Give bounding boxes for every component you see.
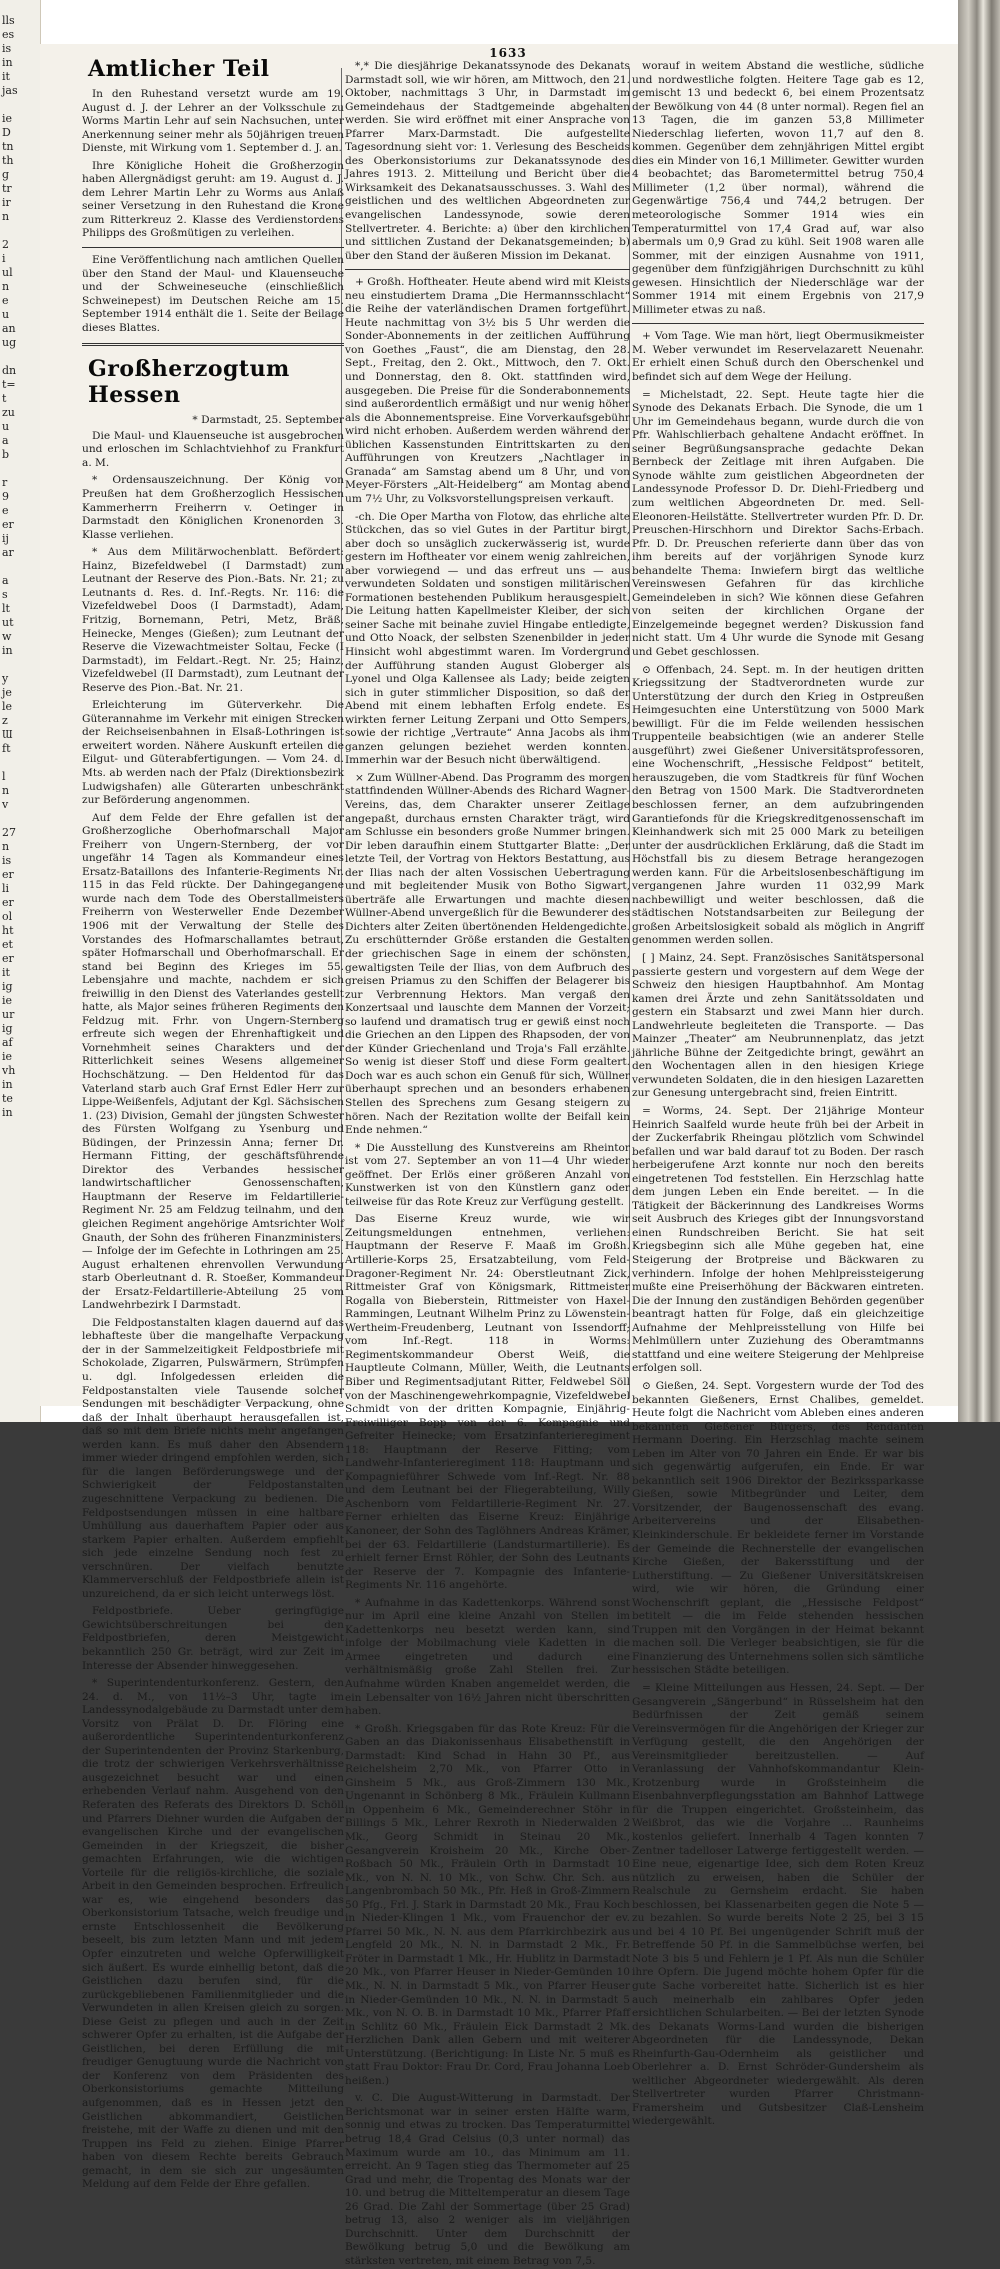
article-superintendenturkonferenz: * Superintendenturkonferenz. Gestern, den 24. d. M., von 11½–3 Uhr, tagte im Landessynodalgebäude zu Darmstadt unter dem Vorsitz von Prälat D. Dr. Flöring eine außerordentliche Superintendenturkonferenz der Superintendenten der Provinz Starkenburg, die trotz der schwierigen Verkehrsverhältnisse ausgezeichnet besucht war und einen erhebenden Verlauf nahm. Ausgehend von den Referaten des Referats des Direktors D. Schöll und Pfarrers Diehner wurden die Aufgaben der evangelischen Kirche und der evangelischen Gemeinden in der Kriegszeit, die bisher gemachten Erfahrungen, wie die wichtigen Vorteile für die religiös-kirchliche, die soziale Arbeit in den Gemeinden besprochen. Erfreulich war es, wie eingehend besonders das Oberkonsistorium Tatsache, welch freudige und ernste Entschlossenheit die Bevölkerung beseelt, bis zum letzten Mann und mit jedem Opfer einzutreten und welche Opferwilligkeit sich äußert. Es wurde einhellig betont, daß die Geistlichen dazu berufen sind, für die zurückgebliebenen Familienmitglieder und die Verwundeten in allen Kreisen gleich zu sorgen. Diese Geist zu pflegen und auch in der Zeit schwerer Opfer zu erhalten, ist die Aufgabe der Geistlichen, bei deren Erfüllung die mit freudiger Genugtuung wurde die Nachricht von der Konferenz von dem Präsidenten des Oberkonsistoriums gemachte Mitteilung aufgenommen, daß es in Hessen jetzt den Geistlichen abkommandiert, Geistlichen freistehe, mit der Waffe zu dienen und mit den Truppen ins Feld zu ziehen. Einige Pfarrer haben von diesem Rechte bereits Gebrauch gemacht, in dem sie sich zur ungesäumten Meldung auf dem Felde der Ehre gefallen. bbox=[82, 1677, 344, 2191]
article-gueterverkehr: Erleichterung im Güterverkehr. Die Güterannahme im Verkehr mit einigen Strecken der Reichseisenbahnen in Elsaß-Lothringen ist erweitert worden. Nähere Auskunft erteilen die Eilgut- und Güterabfertigungen. — Vom 24. d. Mts. ab werden nach der Pfalz (Direktionsbezirk Ludwigshafen) alle Güterarten unbeschränkt zur Beförderung angenommen. bbox=[82, 699, 344, 807]
adjacent-page-fragment: ig bbox=[2, 980, 13, 993]
adjacent-page-fragment: le bbox=[2, 700, 13, 713]
adjacent-page-fragment: n bbox=[2, 784, 10, 797]
article-kadettenkorps: * Aufnahme in das Kadettenkorps. Während sonst nur im April eine kleine Anzahl von Stellen im Kadettenkorps neu besetzt werden kann, sind infolge der Mobilmachung viele Kadetten in die Armee eingetreten und dadurch eine verhältnismäßig große Zahl Stellen frei. Zur Aufnahme würden Knaben angemeldet werden, die ein Lebensalter von 16½ Jahren nicht überschritten haben. bbox=[345, 1596, 630, 1718]
article-kleine-mitteilungen: = Kleine Mitteilungen aus Hessen, 24. Sept. — Der Gesangverein „Sängerbund“ in Rüsselsheim hat den Bedürfnissen der Zeit gemäß seinem Vereinsvermögen für die Angehörigen der Krieger zur Verfügung gestellt, die den Angehörigen der Vereinsmitglieder bereitzustellen. — Auf Veranlassung der Vahnhofskommandantur Klein-Krotzenburg wurde in Großsteinheim die Eisenbahnverpflegungsstation am Bahnhof Lattwege für die Truppen eingerichtet. Großsteinheim, das Weißbrot, das wie die Vorjahre ... Raunheims kostenlos geliefert. Innerhalb 4 Tagen konnten 7 Zentner tadelloser Latwerge fertiggestellt werden. — Eine neue, eigenartige Idee, sich dem Roten Kreuz nützlich zu erweisen, haben die Schüler der Realschule zu Gernsheim erdacht. Sie haben beschlossen, bei Klassenarbeiten gegen die Note 5 — zu bezahlen. So wurde bereits Note 2 25, bei 3 15 und bei 4 10 Pf. Bei ungenügender Schrift muß der Betreffende 50 Pf. in die Sammelbüchse werfen, bei Note 3 bis 5 und Fehlern je 1 Pf. Als nun die Schüler ihre Opfern. Die Jugend möchte hohem Opfer für die gute Sache vorbereitet hatte. Sicherlich ist es hier auch meinerhalb ein zahlbares Opfer jeden ersichtlichen Schularbeiten. — Bei der letzten Synode des Dekanats Worms-Land wurden die bisherigen Abgeordneten für die Landessynode, Dekan Rheinfurth-Gau-Odernheim als geistlicher und Oberlehrer a. D. Ernst Schröder-Gundersheim als weltlicher Abgeordneter wiedergewählt. Als deren Stellvertreter wurden Pfarrer Christmann-Framersheim und Gutsbesitzer Claß-Lensheim wiedergewählt. bbox=[632, 1681, 924, 2128]
article-ordensauszeichnung: * Ordensauszeichnung. Der König von Preußen hat dem Großherzoglich Hessischen Kammerherrn Freiherrn v. Oetinger in Darmstadt den Königlichen Kronenorden 3. Klasse verliehen. bbox=[82, 474, 344, 541]
adjacent-page-fragment: 2 bbox=[2, 238, 9, 251]
adjacent-page-fragment: ol bbox=[2, 910, 13, 923]
adjacent-page-fragment bbox=[0, 224, 40, 238]
adjacent-page-fragment: v bbox=[2, 798, 9, 811]
adjacent-page-fragment: a bbox=[2, 574, 9, 587]
adjacent-page-fragment: lls bbox=[2, 14, 15, 27]
article-august-witterung: v. C. Die August-Witterung in Darmstadt. Der Berichtsmonat war in seiner ersten Hälfte warm, sonnig und etwas zu trocken. Das Temperaturmittel betrug 18,4 Grad Celsius (0,3 unter normal) das Maximum wurde am 10., das Minimum am 11. erreicht. An 9 Tagen stieg das Thermometer auf 25 Grad und mehr, die Tropentag des Monats war der 10. und betrug die Mitteltemperatur an diesem Tage 26 Grad. Die Zahl der Sommertage (über 25 Grad) betrug 13, also 2 weniger als im vieljährigen Durchschnitt. Unter dem Durchschnitt der Bewölkung betrug 5,0 und die Bewölkung am stärksten vertreten, mit einem Betrag von 7,5. bbox=[345, 2092, 630, 2267]
adjacent-page-fragment: tr bbox=[2, 182, 12, 195]
dateline: * Darmstadt, 25. September bbox=[192, 414, 344, 427]
article-ruhestand: In den Ruhestand versetzt wurde am 19. August d. J. der Lehrer an der Volksschule zu Worms Martin Lehr auf sein Nachsuchen, unter Anerkennung seiner mehr als 50jährigen treuen Dienste, mit Wirkung vom 1. September d. J. an. bbox=[82, 88, 344, 155]
article-mainz: [ ] Mainz, 24. Sept. Französisches Sanitätspersonal passierte gestern und vorgestern auf dem Wege der Schweiz den hiesigen Hauptbahnhof. Am Montag kamen drei Ärzte und zehn Sanitätssoldaten und gestern ein Stabsarzt und zwei Mann hier durch. Landwehrleute begleiteten die Transporte. — Das Mainzer „Theater“ am Neubrunnenplatz, das jetzt jährliche Bühne der Zeitgedichte bringt, gewährt an den Wochentagen allen in den hiesigen Kriege verwundeten Soldaten, die in den hiesigen Lazaretten zur Genesung untergebracht sind, freien Eintritt. bbox=[632, 952, 924, 1100]
divider bbox=[82, 343, 344, 346]
article-kunstverein: * Die Ausstellung des Kunstvereins am Rheintor ist vom 27. September an von 11—4 Uhr wieder geöffnet. Der Erlös einer größeren Anzahl von Kunstwerken ist von den Künstlern ganz oder teilweise für das Rote Kreuz zur Verfügung gestellt. bbox=[345, 1141, 630, 1208]
adjacent-page-fragment: e bbox=[2, 294, 9, 307]
adjacent-page-fragment: zu bbox=[2, 406, 15, 419]
adjacent-page-fragment: s bbox=[2, 588, 8, 601]
column-1 bbox=[82, 46, 344, 2191]
adjacent-page-fragment: et bbox=[2, 938, 13, 951]
adjacent-page-fragment: te bbox=[2, 1092, 13, 1105]
divider bbox=[632, 323, 924, 324]
adjacent-page-fragment: jas bbox=[2, 84, 18, 97]
adjacent-page-fragment: er bbox=[2, 518, 14, 531]
adjacent-page-fragment: lt bbox=[2, 602, 10, 615]
article-ritterkreuz: Ihre Königliche Hoheit die Großherzogin haben Allergnädigst geruht: am 19. August d. J. dem Lehrer Martin Lehr zu Worms aus Anlaß seiner Versetzung in den Ruhestand die Krone zum Ritterkreuz 2. Klasse des Verdienstordens Philipps des Großmütigen zu verleihen. bbox=[82, 159, 344, 240]
article-giessen: ⊙ Gießen, 24. Sept. Vorgestern wurde der Tod des bekannten Gießeners, Ernst Chalibes, gemeldet. Heute folgt die Nachricht vom Ableben eines anderen bekannten Gießener Bürgers, des Rendanten Hermann Doering. Ein Herzschlag machte seinem Leben im Alter von 70 Jahren ein Ende. Er war bis sich gegenwärtig aufgerufen, ein Ende. Er war bekanntlich seit 1906 Direktor der Bezirkssparkasse Gießen, sowie Mitbegründer und Leiter, dem Vorsitzender, der Baugenossenschaft des evang. Arbeitervereins und der Elisabethen-Kleinkinderschule. Er bekleidete ferner im Vorstande der Gemeinde die Rechnerstelle der evangelischen Kirche Gießen, der Bakersstiftung und der Lutherstiftung. — Zu Gießener Universitätskreisen wird, wie wir hören, die Gründung einer Wochenschrift geplant, die „Hessische Feldpost“ betitelt — die im Felde stehenden hessischen Truppen mit den Vorgängen in der Heimat bekannt machen soll. Die Verleger beabsichtigen, sie für die Finanzierung des Unternehmens sollen sich sämtliche hessischen Städte beteiligen. bbox=[632, 1379, 924, 1677]
article-eisernes-kreuz: Das Eiserne Kreuz wurde, wie wir Zeitungsmeldungen entnehmen, verliehen: Hauptmann der Reserve F. Maaß im Großh. Artillerie-Korps 25, Ersatzabteilung, vom Feld-Dragoner-Regiment Nr. 24: Oberstleutnant Zick, Rittmeister Graf von Königsmark, Rittmeister Rogalla von Bieberstein, Rittmeister von Haxel-Rammingen, Leutnant Wilhelm Prinz zu Löwenstein-Wertheim-Freudenberg, Leutnant von Issendorff; vom Inf.-Regt. 118 in Worms: Regimentskommandeur Oberst Weiß, die Hauptleute Colmann, Müller, Weith, die Leutnants Biber und Regimentsadjutant Ritter, Feldwebel Söll von der Maschinengewehrkompagnie, Vizefeldwebel Schmidt von der dritten Kompagnie, Einjährig-Freiwilliger Bopp von der 6. Kompagnie und Gefreiter Heinecke; vom Ersatzinfanterieregiment 118: Hauptmann der Reserve Fitting; vom Landwehr-Infanterieregiment 118: Hauptmann und Kompagnieführer Schwede vom Inf.-Regt. Nr. 88 und dem Leutnant bei der Fliegerabteilung, Willy Aschenborn vom Feldartillerie-Regiment Nr. 27. Ferner erhielten das Eiserne Kreuz: Einjährige Kanoneer, der Sohn des Taglöhners Andreas Krämer, bei der 63. Feldartillerie (Landsturmartillerie). Es erhielt ferner Ernst Röhler, der Sohn des Leutnants der Reserve der 7. Kompagnie des Infanterie-Regiments Nr. 116 angehörte. bbox=[345, 1213, 630, 1592]
adjacent-page-fragment: ie bbox=[2, 994, 13, 1007]
adjacent-page-fragment: es bbox=[2, 28, 15, 41]
adjacent-page-fragment: ij bbox=[2, 532, 9, 545]
page-number: 1633 bbox=[489, 46, 527, 60]
adjacent-page-fragment: n bbox=[2, 210, 10, 223]
adjacent-page-fragment: ie bbox=[2, 1050, 13, 1063]
adjacent-page-fragment: er bbox=[2, 896, 14, 909]
heading-grossherzogtum-hessen: Großherzogtum Hessen bbox=[88, 356, 290, 409]
adjacent-page-fragment: l bbox=[2, 770, 6, 783]
notice-maul-klauenseuche: Eine Veröffentlichung nach amtlichen Quellen über den Stand der Maul- und Klauenseuche und der Schweineseuche (einschließlich Schweinepest) im Deutschen Reiche am 15. September 1914 enthält die 1. Seite der Beilage dieses Blattes. bbox=[82, 254, 344, 334]
adjacent-page-fragment bbox=[0, 462, 40, 476]
adjacent-page-fragment: Ɯ bbox=[2, 728, 13, 741]
adjacent-page-fragment: li bbox=[2, 882, 10, 895]
adjacent-page-fragment bbox=[0, 0, 40, 14]
adjacent-page-fragment: ir bbox=[2, 196, 11, 209]
article-seuche: Die Maul- und Klauenseuche ist ausgebrochen und erloschen im Schlachtviehhof zu Frankfurt a. M. bbox=[82, 429, 344, 469]
adjacent-page-fragment: er bbox=[2, 952, 14, 965]
adjacent-page-fragment bbox=[0, 98, 40, 112]
article-feldpostanstalten: Die Feldpostanstalten klagen dauernd auf das lebhafteste über die mangelhafte Verpackung der in der Sammelzeitigkeit Feldpostbriefe mit Schokolade, Zigarren, Pulswärmern, Strümpfen u. dgl. Infolgedessen erleiden die Feldpostanstalten viele Tausende solcher Sendungen mit beschädigter Verpackung, ohne daß der Inhalt überhaupt herausgefallen ist, daß so mit dem Briefe nichts mehr angefangen werden kann. Es muß daher den Absendern immer wieder dringend empfohlen werden, sich für die langen Beförderungswege und der Schwierigkeit der Feldpostanstalten zugeschnittene Verpackung zu bedienen. Die Feldpostsendungen müssen in eine haltbare Umhüllung aus dauerhaftem Papier oder aus starkem Papier erhalten. Außerdem empfiehlt sich jede einzelne Sendung noch fest zu verschnüren. Der vielfach benutzte Klammerverschluß der Feldpostbriefe allein ist unzureichend, da er sich leicht unterwegs löst. bbox=[82, 1316, 344, 1600]
adjacent-page-fragment: in bbox=[2, 1106, 13, 1119]
adjacent-page-strip bbox=[0, 0, 41, 1422]
article-dekanatssynode: *,* Die diesjährige Dekanatssynode des Dekanats Darmstadt soll, wie wir hören, am Mittwoch, den 21. Oktober, nachmittags 3 Uhr, in Darmstadt im Gemeindehaus der Stadtgemeinde abgehalten werden. Sie wird eröffnet mit einer Ansprache von Pfarrer Marx-Darmstadt. Die aufgestellte Tagesordnung sieht vor: 1. Verlesung des Bescheids des Oberkonsistoriums zur Dekanatssynode des Jahres 1913. 2. Mitteilung und Bericht über die Wirksamkeit des Dekanatsausschusses. 3. Wahl des geistlichen und des weltlichen Abgeordneten zur evangelischen Landessynode, sowie deren Stellvertreter. 4. Berichte: a) über den kirchlichen und sittlichen Zustand der Dekanatsgemeinden; b) über den Stand der äußeren Mission im Dekanat. bbox=[345, 60, 630, 262]
adjacent-page-fragment bbox=[0, 756, 40, 770]
adjacent-page-fragment: e bbox=[2, 504, 9, 517]
adjacent-page-fragment: ig bbox=[2, 1022, 13, 1035]
adjacent-page-fragment: t bbox=[2, 392, 7, 405]
article-witterung-cont: worauf in weitem Abstand die westliche, südliche und nordwestliche folgten. Heitere Tage gab es 12, gemischt 13 und bedeckt 6, bei einem Prozentsatz der Bewölkung von 44 (8 unter normal). Regen fiel an 13 Tagen, die im ganzen 53,8 Millimeter Niederschlag lieferten, wovon 11,7 auf den 8. kommen. Gegenüber dem zehnjährigen Mittel ergibt dies ein Minder von 16,1 Millimeter. Gewitter wurden 4 beobachtet; das Barometermittel betrug 750,4 Millimeter (1,2 über normal), während die Gegenwärtige 756,4 und 744,2 betrugen. Der meteorologische Sommer 1914 wies ein Temperaturmittel von 17,4 Grad auf, war also abermals um 0,9 Grad zu kühl. Seit 1908 waren alle Sommer, mit der einzigen Ausnahme von 1911, gegenüber dem fünfzigjährigen Durchschnitt zu kühl gewesen. Hinsichtlich der Niederschläge war der Sommer 1914 mit einem Ergebnis von 217,9 Millimeter etwas zu naß. bbox=[632, 60, 924, 316]
adjacent-page-fragment: ut bbox=[2, 616, 14, 629]
adjacent-page-fragment: i bbox=[2, 252, 6, 265]
adjacent-page-fragment: r bbox=[2, 476, 8, 489]
divider bbox=[345, 269, 630, 270]
adjacent-page-fragment: g bbox=[2, 168, 10, 181]
article-michelstadt: = Michelstadt, 22. Sept. Heute tagte hier die Synode des Dekanats Erbach. Die Synode, die um 1 Uhr im Gemeindehaus begann, wurde durch die von Pfr. Wahlschlierbach gehaltene Andacht eröffnet. In seiner Begrüßungsansprache gedachte Dekan Bernbeck der Zeitlage mit ihren Aufgaben. Die Synode wählte zum geistlichen Abgeordneten der Landessynode Professor D. Dr. Diehl-Friedberg und zum weltlichen Abgeordneten Dr. med. Sell-Eleonoren-Heilstätte. Stellvertreter wurden Pfr. D. Dr. Preuschen-Hirschhorn und Direktor Sachs-Erbach. Pfr. D. Dr. Preuschen referierte dann über das von ihm bereits auf der vorjährigen Synode kurz behandelte Thema: Inwiefern birgt das weltliche Vereinswesen Gefahren für das kirchliche Gemeindeleben in sich? Wie können diese Gefahren von seiten der kirchlichen Organe der Einzelgemeinde begegnet werden? Diskussion fand nicht statt. Um 4 Uhr wurde die Synode mit Gesang und Gebet geschlossen. bbox=[632, 388, 924, 658]
article-offenbach: ⊙ Offenbach, 24. Sept. m. In der heutigen dritten Kriegssitzung der Stadtverordneten wurde zur Unterstützung der durch den Krieg in Ostpreußen Heimgesuchten eine Unterstützung von 5000 Mark bewilligt. Für die im Felde weilenden hessischen Truppenteile beabsichtigen (wie an anderer Stelle ausgeführt) zwei Gießener Universitätsprofessoren, eine Wochenschrift, „Hessische Feldpost“ betitelt, herauszugeben, die vom Stadtkreis für fünf Wochen den Betrag von 1500 Mark. Die Stadtverordneten beschlossen ferner, an dem aufzubringenden Garantiefonds für die Kriegskreditgenossenschaft im Kleinhandwerk sich mit 25 000 Mark zu beteiligen unter der ausdrücklichen Erklärung, daß die Stadt im Höchstfall bis zu diesem Betrage herangezogen werden kann. Für die Arbeitslosenbeschäftigung im vergangenen Jahre wurden 11 032,99 Mark nachbewilligt und weiter beschlossen, daß die städtischen Notstandsarbeiten zur Beilegung der großen Arbeitslosigkeit sobald als möglich in Angriff genommen werden sollen. bbox=[632, 663, 924, 947]
adjacent-page-fragment bbox=[0, 658, 40, 672]
article-hoftheater: + Großh. Hoftheater. Heute abend wird mit Kleists neu einstudiertem Drama „Die Hermannsschlacht“ die Reihe der vaterländischen Dramen fortgeführt. Heute nachmittag von 3½ bis 5 Uhr werden die Sonder-Abonnements in der zeitlichen Aufführung von Goethes „Faust“, die am Dienstag, den 28. Sept., Freitag, den 2. Okt., Mittwoch, den 7. Okt. und Donnerstag, den 8. Okt. stattfinden wird, ausgegeben. Die Preise für die Sonderabonnements sind außerordentlich ermäßigt und nur wenig höher als die Abonnementspreise. Eine Vorverkaufsgebühr wird nicht erhoben. Außerdem werden während der üblichen Kassenstunden Eintrittskarten zu den Aufführungen von Kreutzers „Nachtlager in Granada“ am Samstag abend um 8 Uhr, und von Meyer-Försters „Alt-Heidelberg“ am Montag abend um 7½ Uhr, zu Volksvorstellungspreisen verkauft. bbox=[345, 276, 630, 505]
column-3 bbox=[632, 46, 924, 2128]
adjacent-page-fragment: ie bbox=[2, 112, 13, 125]
adjacent-page-fragment: n bbox=[2, 280, 10, 293]
adjacent-page-fragment: th bbox=[2, 154, 14, 167]
adjacent-page-fragment: in bbox=[2, 56, 13, 69]
adjacent-page-fragment: D bbox=[2, 126, 11, 139]
article-worms: = Worms, 24. Sept. Der 21jährige Monteur Heinrich Saalfeld wurde heute früh bei der Arbeit in der Zuckerfabrik Rheingau plötzlich vom Schwindel befallen und war bald darauf tot zu Boden. Der rasch herbeigerufene Arzt konnte nur noch den bereits eingetretenen Tod feststellen. Ein Herzschlag hatte dem jungen Leben ein Ende bereitet. — In die Tätigkeit der Bäckerinnung des Landkreises Worms seit Ausbruch des Krieges gibt der Innungsvorstand einen Rundschreiben Bericht. Sie hat seit Kriegsbeginn sich alle Mühe gegeben hat, eine Steigerung der Brotpreise und Bäckwaren zu verhindern. Infolge der hohen Mehlpreissteigerung mußte eine Preiserhöhung der Bäckwaren eintreten. Die der Innung den zuständigen Behörden gegenüber beantragt hatten für Folge, daß ein gleichzeitige Aufnahme der Mehlpreisstellung von Hilfe bei Mehlmüllern unter Zuziehung des Oberamtmanns stattfand und eine weitere Steigerung der Mehlpreise erfolgen soll. bbox=[632, 1105, 924, 1375]
adjacent-page-fragment: is bbox=[2, 854, 12, 867]
adjacent-page-fragment: ar bbox=[2, 546, 14, 559]
article-oper-martha: -ch. Die Oper Martha von Flotow, das ehrliche alte Stückchen, das so viel Gutes in der Partitur birgt, aber doch so unsäglich zuckerwässerig ist, wurde gestern im Hoftheater vor einem wenig zahlreichen, aber vorwiegend — und das erfreut uns — aus verwundeten Soldaten und sonstigen militärischen Formationen bestehenden Publikum herausgespielt. Die Leitung hatten Kapellmeister Kleiber, der sich seiner Sache mit beinahe zuviel Hingabe entledigte, und Otto Noack, der selbsten Szenenbilder in jeder Hinsicht wohl abgestimmt waren. Im Vordergrund der Aufführung standen August Globerger als Lyonel und Olga Kallensee als Lady; beide zeigten sich in guter stimmlicher Disposition, so daß der Abend mit einem lebhaften Erfolg endete. Es wirkten ferner Leitung Zerpani und Otto Sempers, sowie der richtige „Vertraute“ Anna Jacobs als ihm ganzen gelungen beziehet werden konnten. Immerhin war der Besuch nicht überwältigend. bbox=[345, 510, 630, 767]
adjacent-page-fragment: ht bbox=[2, 924, 14, 937]
adjacent-page-fragment: dn bbox=[2, 364, 17, 377]
article-gefallen: Auf dem Felde der Ehre gefallen ist der Großherzogliche Oberhofmarschall Major Freiherr von Ungern-Sternberg, der vor ungefähr 14 Tagen als Kommandeur eines Ersatz-Bataillons des Infanterie-Regiments Nr. 115 in das Feld rückte. Der Dahingegangene wurde nach dem Tode des Oberstallmeisters Freiherrn von Westerweller Ende Dezember 1906 mit der Verwaltung der Stelle des Vorstandes des Hofmarschallamtes betraut, später Hofmarschall und Oberhofmarschall. Er stand bei Beginn des Krieges im 55. Lebensjahre und machte, nachdem er sich freiwillig in den Dienst des Vaterlandes gestellt hatte, als Major seines früheren Regiments den Feldzug mit. Frhr. von Ungern-Sternberg erfreute sich wegen der Ehrenhaftigkeit und Vornehmheit seines Charakters und der Ritterlichkeit seines Wesens allgemeiner Hochschätzung. — Den Heldentod für das Vaterland starb auch Graf Ernst Edler Herr zur Lippe-Weißenfels, Adjutant der Kgl. Sächsischen 1. (23) Division, Gemahl der jüngsten Schwester des Fürsten Wolfgang zu Ysenburg und Büdingen, der Prinzessin Anna; ferner Dr. Hermann Fitting, der geschäftsführende Direktor des Verbandes hessischer landwirtschaftlicher Genossenschaften, Hauptmann der Reserve im Feldartillerie-Regiment Nr. 25 am Feldzug teilnahm, und den gleichen Regiment angehörige Amtsrichter Wolf Gnauth, der Sohn des früheren Finanzministers. — Infolge der im Gefechte in Lothringen am 25. August erhaltenen ehrenvollen Verwundung starb Oberleutnant d. R. Stoeßer, Kommandeur der Ersatz-Feldartillerie-Abteilung 25 vom Landwehrbezirk I Darmstadt. bbox=[82, 811, 344, 1312]
adjacent-page-fragment: ur bbox=[2, 1008, 15, 1021]
adjacent-page-fragment: it bbox=[2, 70, 10, 83]
adjacent-page-fragment: in bbox=[2, 1078, 13, 1091]
adjacent-page-fragment: af bbox=[2, 1036, 13, 1049]
adjacent-page-fragment: w bbox=[2, 630, 12, 643]
adjacent-page-fragment: is bbox=[2, 42, 12, 55]
adjacent-page-fragment: ug bbox=[2, 336, 17, 349]
article-kriegsgaben: * Großh. Kriegsgaben für das Rote Kreuz: Für die Gaben an das Diakonissenhaus Elisabethenstift in Darmstadt: Kind Schad in Hahn 30 Pf., aus Reichelsheim 2,70 Mk., von Pfarrer Otto in Ginsheim 5 Mk., aus Groß-Zimmern 130 Mk., Ungenannt in Schönberg 8 Mk., Fräulein Kullmann in Oppenheim 6 Mk., Gemeinderechner Stöhr in Billings 5 Mk., Lehrer Rexroth in Niederwalden 2 Mk., Georg Schmidt in Steinau 20 Mk., Gesangverein Kroisheim 20 Mk., Kirche Ober-Roßbach 50 Mk., Fräulein Orth in Darmstadt 10 Mk., von N. N. 10 Mk., von Schw. Chr. Sch. aus Langenbrombach 50 Mk., Pfr. Heß in Groß-Zimmern 50 Pfg., Frl. J. Stark in Darmstadt 20 Mk., Frau Koch in Nieder-Klingen 1 Mk., vom Frauenchor der ev. Pfarrei 50 Mk., N. N. aus dem Pfarrkirchbezirk aus Lengfeld 20 Mk., N. N. in Darmstadt 2 Mk., Fr. Fröter in Darmstadt 1 Mk., Hr. Hublitz in Darmstadt 20 Mk., von Pfarrer Heuser in Nieder-Gemünden 10 Mk., N. N. in Darmstadt 5 Mk., von Pfarrer Heuser in Nieder-Gemünden 10 Mk., N. N. in Darmstadt 5 Mk., von N. O. B. in Darmstadt 10 Mk., Pfarrer Pfaff in Schlitz 60 Mk., Fräulein Eick Darmstadt 2 Mk. Herzlichen Dank allen Gebern und mit weiterer Unterstützung. (Berichtigung: In Liste Nr. 5 muß es statt Frau Doktor: Frau Dr. Cord, Frau Johanna Loeb heißen.) bbox=[345, 1722, 630, 2087]
adjacent-page-fragment: 9 bbox=[2, 490, 9, 503]
adjacent-page-fragment: vh bbox=[2, 1064, 16, 1077]
column-2 bbox=[345, 46, 630, 2267]
adjacent-page-fragment: b bbox=[2, 448, 10, 461]
adjacent-page-fragment: u bbox=[2, 420, 10, 433]
adjacent-page-fragment: ft bbox=[2, 742, 11, 755]
adjacent-page-fragment: it bbox=[2, 966, 10, 979]
adjacent-page-fragment: n bbox=[2, 840, 10, 853]
heading-amtlicher-teil: Amtlicher Teil bbox=[88, 56, 270, 82]
adjacent-page-fragment: a bbox=[2, 434, 9, 447]
article-feldpostbriefe: Feldpostbriefe. Ueber geringfügige Gewichtsüberschreitungen bei den Feldpostbriefen, deren Meistgewicht bekanntlich 250 Gr. beträgt, wird zur Zeit im Interesse der Absender hinweggesehen. bbox=[82, 1605, 344, 1672]
adjacent-page-fragment: u bbox=[2, 308, 10, 321]
adjacent-page-fragment: je bbox=[2, 686, 12, 699]
adjacent-page-fragment: an bbox=[2, 322, 16, 335]
adjacent-page-fragment: 27 bbox=[2, 826, 16, 839]
adjacent-page-fragment bbox=[0, 812, 40, 826]
adjacent-page-fragment: er bbox=[2, 868, 14, 881]
adjacent-page-fragment: z bbox=[2, 714, 8, 727]
binding-edge bbox=[958, 0, 1000, 1422]
adjacent-page-fragment: y bbox=[2, 672, 9, 685]
adjacent-page-fragment: tn bbox=[2, 140, 14, 153]
article-militaerwochenblatt: * Aus dem Militärwochenblatt. Befördert: Hainz, Bizefeldwebel (I Darmstadt) zum Leutnant der Reserve des Pion.-Bats. Nr. 21; zu Leutnants d. Res. d. Inf.-Regts. Nr. 116: die Vizefeldwebel Doos (I Darmstadt), Adam, Fritzig, Bornemann, Petri, Metz, Bräß, Heinecke, Menges (Gießen); zum Leutnant der Reserve die Vizewachtmeister Soltau, Fecke (I Darmstadt), im Feldart.-Regt. Nr. 25; Hainz, Vizefeldwebel (II Darmstadt), zum Leutnant der Reserve des Pion.-Bat. Nr. 21. bbox=[82, 546, 344, 694]
divider bbox=[82, 247, 344, 248]
article-wuellner-abend: × Zum Wüllner-Abend. Das Programm des morgen stattfindenden Wüllner-Abends des Richard Wagner-Vereins, das, dem Charakter unserer Zeitlage angepaßt, durchaus ernsten Charakter trägt, wird am Schlusse ein besonders große Nummer bringen. Dir leben daraufhin einem Stuttgarter Blatte: „Der letzte Teil, der Vortrag von Hektors Bestattung, aus der Ilias nach der alten Vossischen Uebertragung und mit begleitender Musik von Botho Sigwart, überträfe alle Erwartungen und machte diesen Wüllner-Abend unvergeßlich für die Bewunderer des Dichters alter Zeiten übertönenden Heldengedichte. Zu erschütternder Größe erstanden die Gestalten der griechischen Sage in einem der schönsten, gewaltigsten Teile der Ilias, von dem Aufbruch des greisen Priamus zu den Schiffen der Belagerer bis zur Verbrennung Hektors. Man vergaß den Konzertsaal und lauschte dem Mannen der Vorzeit; so laufend und dramatisch trug er gewiß einst noch die Griechen an den Lippen des Rhapsoden, der von der Künder Griechenland und Troja's Fall erzählte. So wenig ist dieser Stoff und diese Form gealtert. Doch war es auch schon ein Genuß für sich, Wüllner überhaupt sprechen und an besonders erhabenen Stellen des Sprechens zum Gesang steigern zu hören. Nach der Rezitation wollte der Beifall kein Ende nehmen.“ bbox=[345, 771, 630, 1137]
adjacent-page-fragment: in bbox=[2, 644, 13, 657]
adjacent-page-fragment bbox=[0, 560, 40, 574]
adjacent-page-fragment: ul bbox=[2, 266, 13, 279]
adjacent-page-fragment: t= bbox=[2, 378, 16, 391]
adjacent-page-fragment bbox=[0, 350, 40, 364]
article-vom-tage: + Vom Tage. Wie man hört, liegt Obermusikmeister M. Weber verwundet im Reservelazarett Neuenahr. Er erhielt einen Schuß durch den Oberschenkel und befindet sich auf dem Wege der Heilung. bbox=[632, 330, 924, 384]
